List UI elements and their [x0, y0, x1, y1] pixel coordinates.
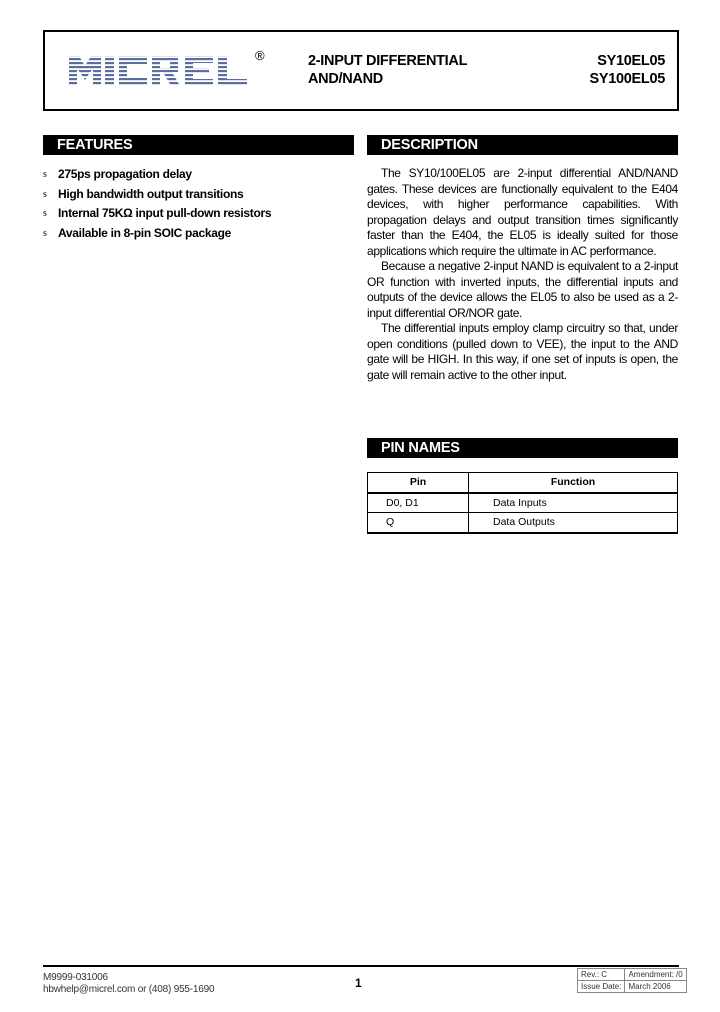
column-header-pin: Pin [368, 473, 469, 493]
issue-date: March 2006 [625, 981, 686, 993]
title-line-1: 2-INPUT DIFFERENTIAL [308, 53, 468, 69]
amendment: Amendment: /0 [625, 969, 686, 981]
pin-cell: D0, D1 [368, 493, 469, 513]
features-list [43, 166, 353, 244]
features-heading: FEATURES [43, 135, 354, 155]
table-header-row [368, 473, 678, 493]
feature-item: s Available in 8-pin SOIC package [43, 225, 231, 240]
doc-number: M9999-031006 [43, 972, 108, 983]
pin-names-table [367, 472, 678, 534]
footer-rule [43, 965, 679, 967]
bullet-icon: s [43, 208, 47, 219]
revision-box [577, 968, 687, 993]
table-row [368, 513, 678, 533]
feature-item: s Internal 75KΩ input pull-down resistors [43, 206, 272, 220]
bullet-icon: s [43, 188, 47, 200]
description-heading: DESCRIPTION [367, 135, 678, 155]
contact-info: hbwhelp@micrel.com or (408) 955-1690 [43, 984, 215, 995]
bullet-icon: s [43, 169, 47, 180]
function-cell: Data Outputs [469, 513, 678, 533]
description-paragraph: Because a negative 2-input NAND is equivalent to a 2-input OR function with inverted inputs, the differential inputs and outputs of the device allows the EL05 to also be used as a 2-input differential OR/NOR gate. [367, 259, 678, 320]
column-header-function: Function [469, 473, 678, 493]
part-numbers [590, 52, 666, 88]
description-body [367, 166, 678, 383]
header-box [43, 30, 679, 111]
table-row [368, 493, 678, 513]
feature-item: s 275ps propagation delay [43, 167, 192, 181]
micrel-logo [67, 46, 267, 94]
part-number-1: SY10EL05 [597, 53, 665, 69]
revision: Rev.: C [578, 969, 625, 981]
registered-mark: ® [255, 48, 265, 63]
issue-date-label: Issue Date: [578, 981, 625, 993]
pin-names-heading: PIN NAMES [367, 438, 678, 458]
footer-info [43, 972, 214, 996]
title-line-2: AND/NAND [308, 71, 383, 87]
pin-cell: Q [368, 513, 469, 533]
description-paragraph: The SY10/100EL05 are 2-input differential AND/NAND gates. These devices are functionally equivalent to the E404 devices, with higher performance capabilities. With propagation delays and output transition times significantly faster than the E404, the EL05 is ideally suited for those applications which require the ultimate in AC performance. [367, 166, 678, 258]
description-paragraph: The differential inputs employ clamp circuitry so that, under open conditions (pulled down to VEE), the input to the AND gate will be HIGH. In this way, if one set of inputs is open, the gate will remain active to the other input. [367, 321, 678, 382]
bullet-icon: s [43, 227, 47, 239]
function-cell: Data Inputs [469, 493, 678, 513]
document-title [308, 52, 528, 88]
part-number-2: SY100EL05 [589, 71, 665, 87]
page-number: 1 [355, 976, 362, 990]
feature-item: s High bandwidth output transitions [43, 186, 244, 201]
